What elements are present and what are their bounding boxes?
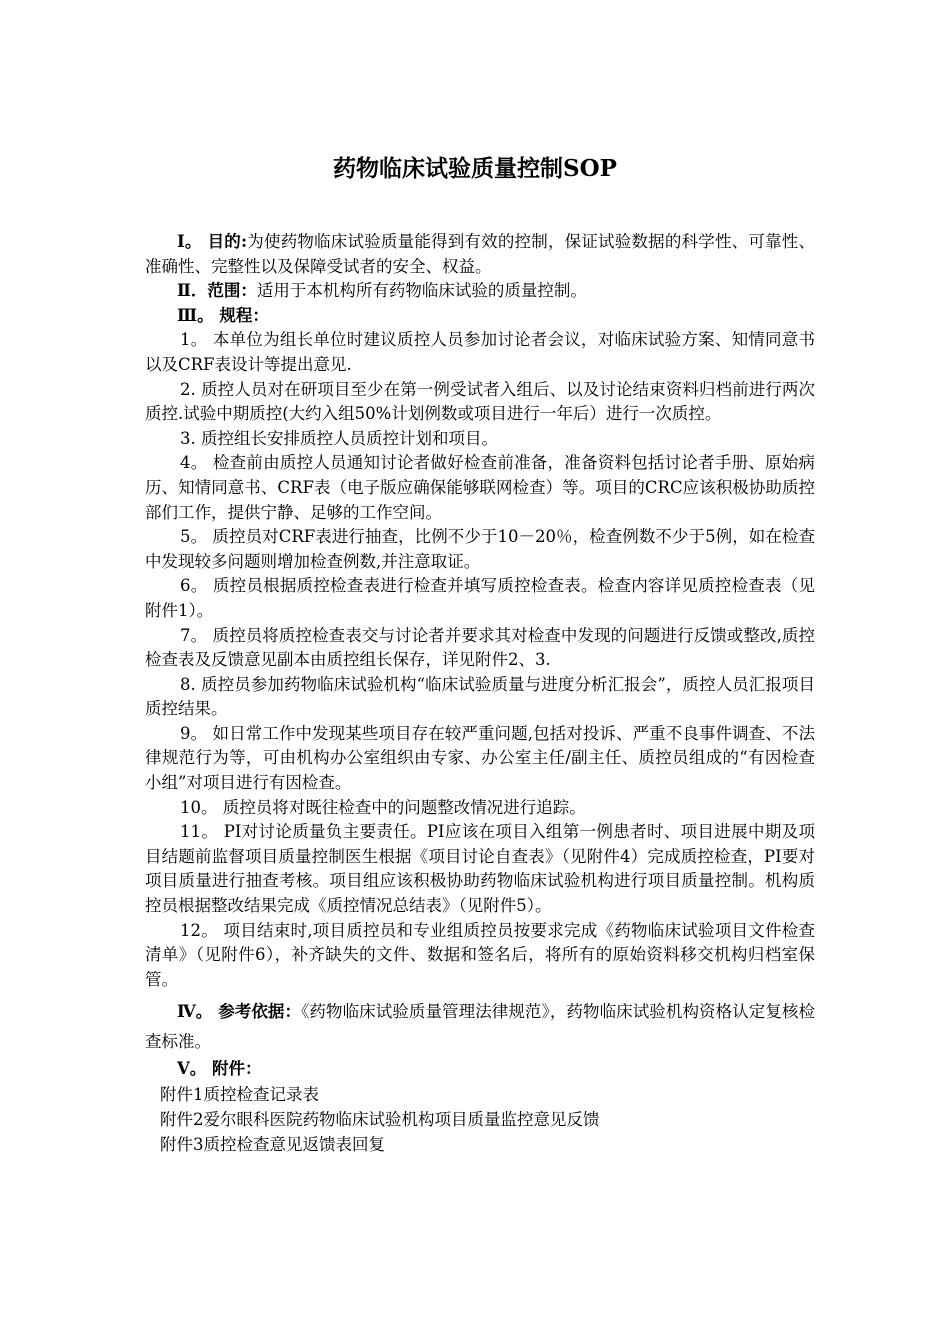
rule-item: 2. 质控人员对在研项目至少在第一例受试者入组后、以及讨论结束资料归档前进行两次质控.试验中期质控(大约入组50%计划例数或项目进行一年后）进行一次质控。 [145,379,815,424]
section-references-text: 《药物临床试验质量管理法律规范》，药物临床试验机构资格认定复核检查标准。 [145,1002,816,1052]
rule-item: 6。 质控员根据质控检查表进行检查并填写质控检查表。检查内容详见质控检查表（见附件1）。 [145,576,815,620]
rule-item: 3. 质控组长安排质控人员质控计划和项目。 [180,428,498,448]
section-scope [145,279,815,304]
attachment-item: 附件2爱尔眼科医院药物临床试验机构项目质量监控意见反馈 [160,1110,600,1129]
rule-item: 9。 如日常工作中发现某些项目存在较严重问题,包括对投诉、严重不良事件调查、不法律规范行为等，可由机构办公室组织由专家、办公室主任/副主任、质控员组成的“有因检查小组”对项目进行有因检查。 [145,723,815,793]
section-purpose-text: 为使药物临床试验质量能得到有效的控制，保证试验数据的科学性、可靠性、准确性、完整性以及保障受试者的安全、权益。 [145,232,815,276]
attachment-item: 附件3质控检查意见返馈表回复 [160,1135,385,1154]
document-title: 药物临床试验质量控制SOP [333,155,617,182]
rule-item: 4。 检查前由质控人员通知讨论者做好检查前准备，准备资料包括讨论者手册、原始病历、知情同意书、CRF表（电子版应确保能够联网检查）等。项目的CRC应该积极协助质控部们工作，提供宁静、足够的工作空间。 [145,453,815,522]
section-attachments-label: Ⅴ。 附件： [177,1059,262,1079]
rule-item: 5。 质控员对CRF表进行抽查，比例不少于10－20％，检查例数不少于5例，如在检查中发现较多问题则增加检查例数,并注意取证。 [145,527,815,571]
rule-item: 8. 质控员参加药物临床试验机构“临床试验质量与进度分析汇报会”，质控人员汇报项目质控结果。 [145,674,815,719]
section-attachments [145,1057,815,1082]
document-body [145,230,815,1157]
section-scope-label: Ⅱ．范围： [177,281,257,301]
attachment-item: 附件1质控检查记录表 [160,1085,319,1104]
section-procedure-label: Ⅲ。 规程： [177,305,269,325]
rule-item: 11。 PI对讨论质量负主要责任。PI应该在项目入组第一例患者时、项目进展中期及项目结题前监督项目质量控制医生根据《项目讨论自查表》（见附件4）完成质控检查，PI要对项目质量进行抽查考核。项目组应该积极协助药物临床试验机构进行项目质量控制。机构质控员根据整改结果完成《质控情况总结表》（见附件5）。 [145,822,815,916]
rule-item: 7。 质控员将质控检查表交与讨论者并要求其对检查中发现的问题进行反馈或整改,质控检查表及反馈意见副本由质控组长保存，详见附件2、3. [145,625,815,670]
rule-item: 10。 质控员将对既往检查中的问题整改情况进行追踪。 [180,797,586,817]
section-references-label: Ⅳ。 参考依据： [177,1002,302,1022]
section-references [145,997,815,1057]
rule-item: 1。 本单位为组长单位时建议质控人员参加讨论者会议，对临床试验方案、知情同意书以及CRF表设计等提出意见. [145,330,815,374]
section-scope-text: 适用于本机构所有药物临床试验的质量控制。 [256,281,587,301]
section-purpose-label: Ⅰ。 目的: [177,232,248,251]
section-purpose [145,230,815,279]
section-procedure [145,304,815,329]
rule-item: 12。 项目结束时,项目质控员和专业组质控员按要求完成《药物临床试验项目文件检查清单》（见附件6），补齐缺失的文件、数据和签名后，将所有的原始资料移交机构归档室保管。 [145,920,815,989]
